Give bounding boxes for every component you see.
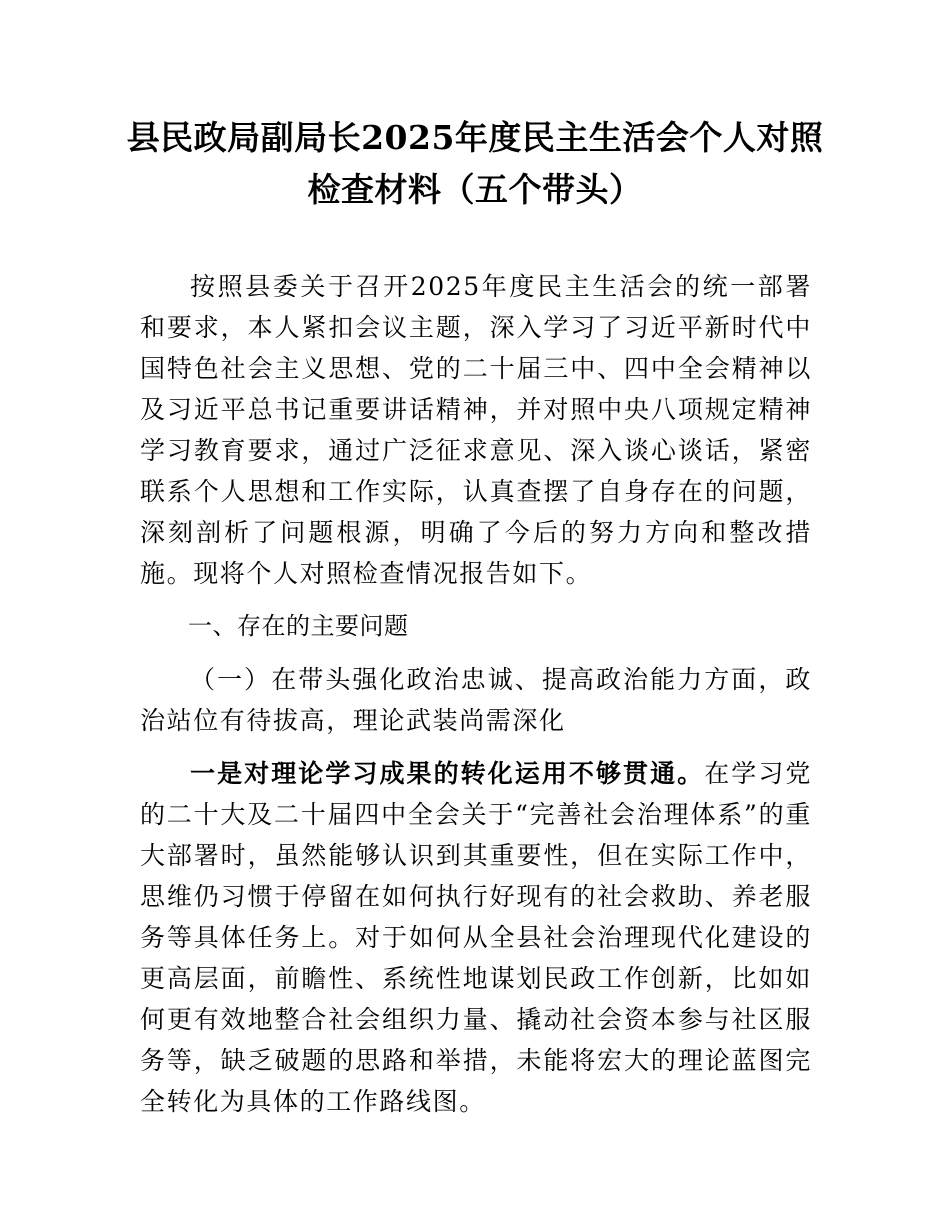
title-line-1: 县民政局副局长2025年度民主生活会个人对照 [126,118,824,157]
subsection-heading: （一）在带头强化政治忠诚、提高政治能力方面，政治站位有待拔高，理论武装尚需深化 [140,665,812,735]
section-heading: 一、存在的主要问题 [188,612,409,640]
intro-paragraph: 按照县委关于召开2025年度民主生活会的统一部署和要求，本人紧扣会议主题，深入学习了习近平新时代中国特色社会主义思想、党的二十届三中、四中全会精神以及习近平总书记重要讲话精神，并对照中央八项规定精神学习教育要求，通过广泛征求意见、深入谈心谈话，紧密联系个人思想和工作实际，认真查摆了自身存在的问题，深刻剖析了问题根源，明确了今后的努力方向和整改措施。现将个人对照检查情况报告如下。 [140,272,812,588]
point-lead: 一是对理论学习成果的转化运用不够贯通。 [190,759,705,788]
document-title [100,112,850,216]
point-text: 在学习党的二十大及二十届四中全会关于“完善社会治理体系”的重大部署时，虽然能够认识到其重要性，但在实际工作中，思维仍习惯于停留在如何执行好现有的社会救助、养老服务等具体任务上。对于如何从全县社会治理现代化建设的更高层面，前瞻性、系统性地谋划民政工作创新，比如如何更有效地整合社会组织力量、撬动社会资本参与社区服务等，缺乏破题的思路和举措，未能将宏大的理论蓝图完全转化为具体的工作路线图。 [140,759,812,1116]
point-paragraph [140,753,812,1122]
title-line-2: 检查材料（五个带头） [307,170,643,209]
document-body [140,266,812,1122]
